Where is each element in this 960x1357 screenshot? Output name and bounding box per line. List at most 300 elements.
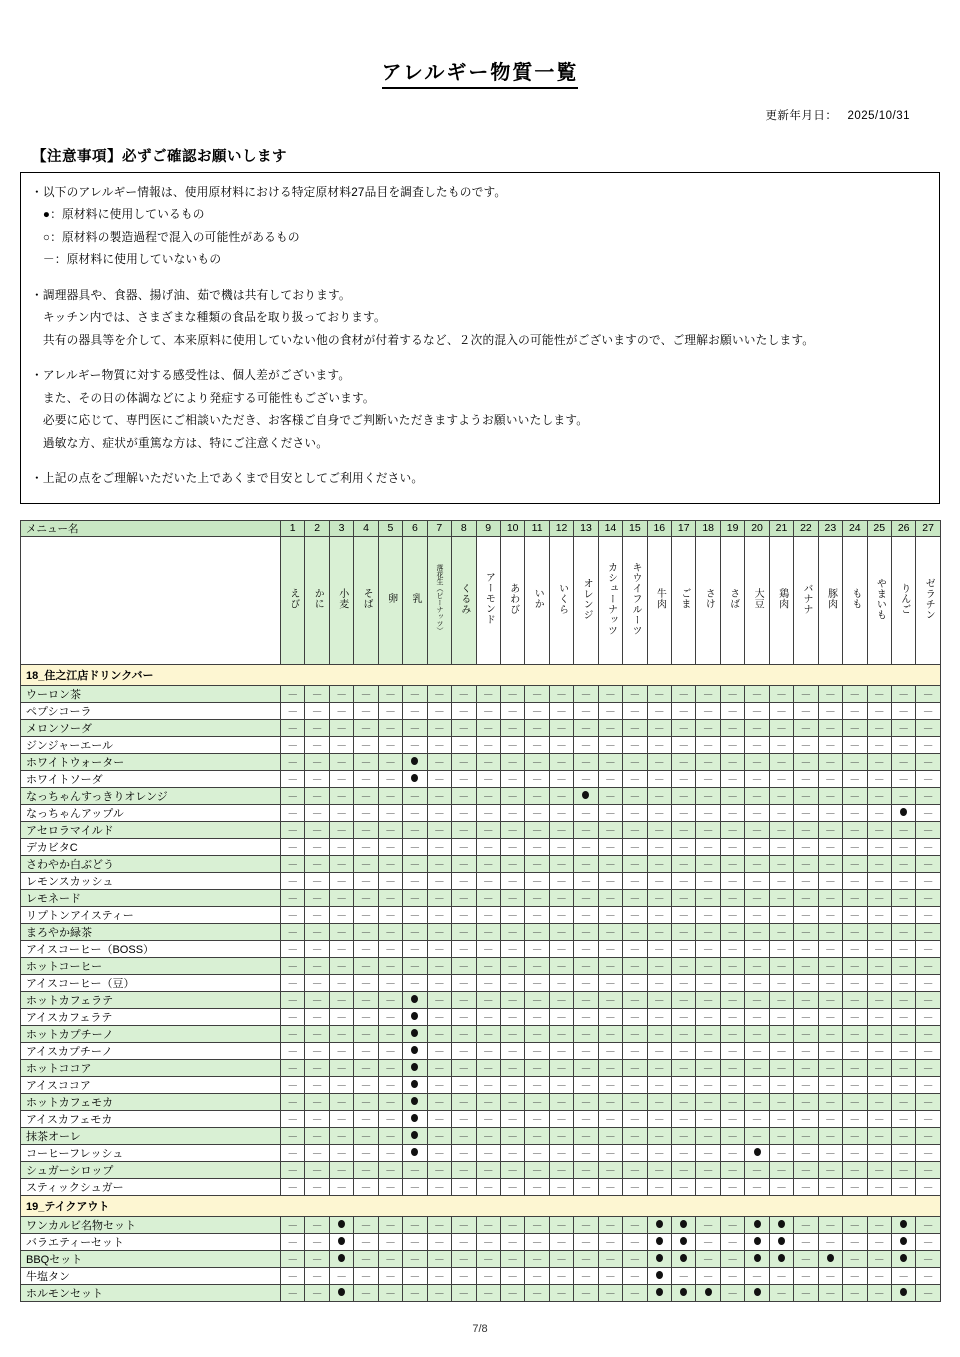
dash-icon: － <box>653 1113 665 1126</box>
allergen-absent-mark <box>452 1127 476 1144</box>
allergen-absent-mark <box>916 838 940 855</box>
dash-icon: － <box>824 943 836 956</box>
dash-icon: － <box>482 977 494 990</box>
dash-icon: － <box>751 1164 763 1177</box>
allergen-absent-mark <box>329 1267 353 1284</box>
dash-icon: － <box>727 1181 739 1194</box>
dash-icon: － <box>507 1062 519 1075</box>
dash-icon: － <box>556 943 568 956</box>
allergen-absent-mark <box>843 940 867 957</box>
dash-icon: － <box>898 756 910 769</box>
allergen-absent-mark <box>769 1127 793 1144</box>
allergen-absent-mark <box>647 685 671 702</box>
table-row <box>21 1161 941 1178</box>
dash-icon: － <box>433 705 445 718</box>
allergen-absent-mark <box>647 906 671 923</box>
filled-circle-icon <box>656 1220 663 1228</box>
dash-icon: － <box>507 756 519 769</box>
allergen-absent-mark <box>403 1178 427 1195</box>
allergen-absent-mark <box>745 1267 769 1284</box>
allergen-absent-mark <box>452 1025 476 1042</box>
dash-icon: － <box>409 943 421 956</box>
allergen-absent-mark <box>281 1025 305 1042</box>
allergen-absent-mark <box>574 685 598 702</box>
dash-icon: － <box>898 739 910 752</box>
allergen-absent-mark <box>354 923 378 940</box>
allergen-absent-mark <box>769 1144 793 1161</box>
dash-icon: － <box>849 807 861 820</box>
allergen-absent-mark <box>476 736 500 753</box>
menu-item-name: アイスココア <box>21 1076 281 1093</box>
dash-icon: － <box>360 926 372 939</box>
dash-icon: － <box>556 1164 568 1177</box>
menu-item-name: ペプシコーラ <box>21 702 281 719</box>
dash-icon: － <box>702 773 714 786</box>
allergen-absent-mark <box>843 1127 867 1144</box>
dash-icon: － <box>800 756 812 769</box>
dash-icon: － <box>727 688 739 701</box>
dash-icon: － <box>629 909 641 922</box>
dash-icon: － <box>580 739 592 752</box>
allergen-absent-mark <box>354 719 378 736</box>
allergen-absent-mark <box>574 821 598 838</box>
dash-icon: － <box>336 1011 348 1024</box>
allergen-absent-mark <box>867 1178 891 1195</box>
allergen-absent-mark <box>329 719 353 736</box>
dash-icon: － <box>898 773 910 786</box>
allergen-absent-mark <box>843 1216 867 1233</box>
dash-icon: － <box>580 858 592 871</box>
dash-icon: － <box>775 1113 787 1126</box>
allergen-absent-mark <box>647 1025 671 1042</box>
dash-icon: － <box>727 1236 739 1249</box>
dash-icon: － <box>580 841 592 854</box>
allergen-label: いくら <box>556 582 568 615</box>
dash-icon: － <box>556 1079 568 1092</box>
allergen-name-header <box>329 536 353 664</box>
updated-date <box>20 107 940 123</box>
allergen-absent-mark <box>843 923 867 940</box>
dash-icon: － <box>800 841 812 854</box>
dash-icon: － <box>433 977 445 990</box>
allergen-absent-mark <box>403 838 427 855</box>
allergen-absent-mark <box>891 906 915 923</box>
allergen-absent-mark <box>427 1216 451 1233</box>
allergen-absent-mark <box>745 889 769 906</box>
dash-icon: － <box>898 858 910 871</box>
allergen-absent-mark <box>378 957 402 974</box>
dash-icon: － <box>360 773 372 786</box>
dash-icon: － <box>360 892 372 905</box>
dash-icon: － <box>849 909 861 922</box>
dash-icon: － <box>336 1270 348 1283</box>
allergen-absent-mark <box>720 1144 744 1161</box>
dash-icon: － <box>751 722 763 735</box>
dash-icon: － <box>702 1270 714 1283</box>
allergen-absent-mark <box>329 1076 353 1093</box>
allergen-label: いか <box>532 588 544 610</box>
dash-icon: － <box>849 739 861 752</box>
dash-icon: － <box>287 1147 299 1160</box>
dash-icon: － <box>873 807 885 820</box>
dash-icon: － <box>409 1164 421 1177</box>
allergen-absent-mark <box>794 821 818 838</box>
allergen-absent-mark <box>403 821 427 838</box>
allergen-absent-mark <box>745 1161 769 1178</box>
allergen-absent-mark <box>720 1042 744 1059</box>
allergen-absent-mark <box>305 736 329 753</box>
dash-icon: － <box>458 807 470 820</box>
allergen-absent-mark <box>647 991 671 1008</box>
dash-icon: － <box>922 1028 934 1041</box>
dash-icon: － <box>556 892 568 905</box>
allergen-absent-mark <box>281 1144 305 1161</box>
allergen-number-header: 17 <box>672 520 696 536</box>
dash-icon: － <box>384 824 396 837</box>
allergen-absent-mark <box>354 1127 378 1144</box>
dash-icon: － <box>287 909 299 922</box>
allergen-absent-mark <box>281 1093 305 1110</box>
allergen-absent-mark <box>574 1042 598 1059</box>
dash-icon: － <box>849 1079 861 1092</box>
allergen-absent-mark <box>305 685 329 702</box>
allergen-absent-mark <box>427 872 451 889</box>
allergen-absent-mark <box>843 1093 867 1110</box>
allergen-absent-mark <box>427 1093 451 1110</box>
allergen-absent-mark <box>696 1161 720 1178</box>
allergen-absent-mark <box>574 1076 598 1093</box>
dash-icon: － <box>727 926 739 939</box>
dash-icon: － <box>629 926 641 939</box>
allergen-absent-mark <box>574 1059 598 1076</box>
dash-icon: － <box>482 875 494 888</box>
dash-icon: － <box>580 1130 592 1143</box>
dash-icon: － <box>409 688 421 701</box>
allergen-absent-mark <box>623 1233 647 1250</box>
allergen-absent-mark <box>281 753 305 770</box>
allergen-absent-mark <box>769 770 793 787</box>
allergen-absent-mark <box>672 1025 696 1042</box>
allergen-absent-mark <box>281 719 305 736</box>
allergen-absent-mark <box>623 736 647 753</box>
allergen-number-header: 1 <box>281 520 305 536</box>
dash-icon: － <box>678 1062 690 1075</box>
dash-icon: － <box>898 926 910 939</box>
dash-icon: － <box>482 943 494 956</box>
allergen-absent-mark <box>329 974 353 991</box>
filled-circle-icon <box>411 1029 418 1037</box>
menu-item-name: デカビタC <box>21 838 281 855</box>
dash-icon: － <box>702 1164 714 1177</box>
dash-icon: － <box>287 705 299 718</box>
allergen-absent-mark <box>916 1110 940 1127</box>
dash-icon: － <box>849 994 861 1007</box>
allergen-absent-mark <box>476 872 500 889</box>
allergen-absent-mark <box>818 804 842 821</box>
dash-icon: － <box>873 1045 885 1058</box>
dash-icon: － <box>458 1011 470 1024</box>
allergen-absent-mark <box>623 1076 647 1093</box>
allergen-absent-mark <box>476 821 500 838</box>
allergen-absent-mark <box>696 991 720 1008</box>
allergen-label: もも <box>849 588 861 610</box>
dash-icon: － <box>727 1287 739 1300</box>
dash-icon: － <box>336 773 348 786</box>
allergen-absent-mark <box>769 804 793 821</box>
dash-icon: － <box>360 960 372 973</box>
allergen-absent-mark <box>427 1284 451 1301</box>
dash-icon: － <box>336 1045 348 1058</box>
dash-icon: － <box>433 875 445 888</box>
allergen-absent-mark <box>696 838 720 855</box>
notice-spacer <box>31 352 929 365</box>
table-row <box>21 923 941 940</box>
dash-icon: － <box>287 1028 299 1041</box>
dash-icon: － <box>360 688 372 701</box>
dash-icon: － <box>653 1045 665 1058</box>
dash-icon: － <box>458 943 470 956</box>
dash-icon: － <box>800 1045 812 1058</box>
dash-icon: － <box>384 1062 396 1075</box>
allergen-present-mark <box>647 1284 671 1301</box>
allergen-absent-mark <box>720 940 744 957</box>
dash-icon: － <box>922 1287 934 1300</box>
dash-icon: － <box>287 1062 299 1075</box>
allergen-absent-mark <box>598 804 622 821</box>
dash-icon: － <box>629 1164 641 1177</box>
allergen-absent-mark <box>672 770 696 787</box>
dash-icon: － <box>311 1011 323 1024</box>
dash-icon: － <box>531 892 543 905</box>
dash-icon: － <box>507 807 519 820</box>
allergen-absent-mark <box>329 940 353 957</box>
allergen-absent-mark <box>867 685 891 702</box>
dash-icon: － <box>849 722 861 735</box>
allergen-absent-mark <box>329 1127 353 1144</box>
dash-icon: － <box>824 875 836 888</box>
allergen-absent-mark <box>354 1008 378 1025</box>
dash-icon: － <box>507 739 519 752</box>
filled-circle-icon <box>754 1220 761 1228</box>
allergen-absent-mark <box>305 1267 329 1284</box>
dash-icon: － <box>458 1028 470 1041</box>
allergen-absent-mark <box>329 702 353 719</box>
allergen-absent-mark <box>452 1284 476 1301</box>
allergen-absent-mark <box>427 838 451 855</box>
filled-circle-icon <box>411 1080 418 1088</box>
dash-icon: － <box>604 875 616 888</box>
dash-icon: － <box>531 790 543 803</box>
filled-circle-icon <box>754 1148 761 1156</box>
dash-icon: － <box>580 1062 592 1075</box>
allergen-absent-mark <box>623 1161 647 1178</box>
allergen-label: 落花生（ピーナッツ） <box>435 563 443 634</box>
dash-icon: － <box>360 875 372 888</box>
allergen-absent-mark <box>696 736 720 753</box>
allergen-absent-mark <box>867 1216 891 1233</box>
dash-icon: － <box>898 909 910 922</box>
allergen-absent-mark <box>549 923 573 940</box>
filled-circle-icon <box>680 1237 687 1245</box>
dash-icon: － <box>311 790 323 803</box>
dash-icon: － <box>336 1062 348 1075</box>
dash-icon: － <box>629 892 641 905</box>
allergen-absent-mark <box>476 1110 500 1127</box>
allergen-number-header: 6 <box>403 520 427 536</box>
allergen-number-header: 25 <box>867 520 891 536</box>
dash-icon: － <box>458 841 470 854</box>
allergen-absent-mark <box>476 1059 500 1076</box>
dash-icon: － <box>898 1096 910 1109</box>
dash-icon: － <box>458 1062 470 1075</box>
dash-icon: － <box>311 841 323 854</box>
allergen-absent-mark <box>281 1059 305 1076</box>
dash-icon: － <box>702 739 714 752</box>
allergen-absent-mark <box>794 1216 818 1233</box>
allergen-absent-mark <box>745 787 769 804</box>
dash-icon: － <box>531 1270 543 1283</box>
allergen-absent-mark <box>476 906 500 923</box>
dash-icon: － <box>922 824 934 837</box>
dash-icon: － <box>311 1253 323 1266</box>
allergen-absent-mark <box>818 1059 842 1076</box>
dash-icon: － <box>458 824 470 837</box>
table-row <box>21 957 941 974</box>
menu-item-name: ホットココア <box>21 1059 281 1076</box>
table-row <box>21 889 941 906</box>
dash-icon: － <box>482 790 494 803</box>
allergen-present-mark <box>745 1250 769 1267</box>
dash-icon: － <box>800 1079 812 1092</box>
allergen-name-header <box>623 536 647 664</box>
allergen-absent-mark <box>867 753 891 770</box>
allergen-absent-mark <box>329 1144 353 1161</box>
dash-icon: － <box>775 841 787 854</box>
dash-icon: － <box>507 705 519 718</box>
allergen-absent-mark <box>647 1042 671 1059</box>
dash-icon: － <box>556 1219 568 1232</box>
dash-icon: － <box>287 977 299 990</box>
dash-icon: － <box>653 960 665 973</box>
allergen-absent-mark <box>720 702 744 719</box>
dash-icon: － <box>311 1028 323 1041</box>
allergen-absent-mark <box>354 838 378 855</box>
dash-icon: － <box>775 892 787 905</box>
dash-icon: － <box>360 790 372 803</box>
dash-icon: － <box>775 977 787 990</box>
dash-icon: － <box>751 756 763 769</box>
allergen-absent-mark <box>598 1025 622 1042</box>
allergen-absent-mark <box>403 889 427 906</box>
dash-icon: － <box>849 875 861 888</box>
allergen-absent-mark <box>696 685 720 702</box>
table-row <box>21 702 941 719</box>
allergen-absent-mark <box>867 1076 891 1093</box>
dash-icon: － <box>360 1164 372 1177</box>
dash-icon: － <box>360 739 372 752</box>
allergen-absent-mark <box>403 736 427 753</box>
filled-circle-icon <box>900 1254 907 1262</box>
dash-icon: － <box>702 688 714 701</box>
allergen-absent-mark <box>500 940 524 957</box>
dash-icon: － <box>800 1028 812 1041</box>
allergen-absent-mark <box>867 923 891 940</box>
filled-circle-icon <box>778 1237 785 1245</box>
dash-icon: － <box>336 688 348 701</box>
allergen-absent-mark <box>745 974 769 991</box>
allergen-present-mark <box>647 1216 671 1233</box>
allergen-absent-mark <box>916 753 940 770</box>
menu-item-name: ワンカルビ名物セット <box>21 1216 281 1233</box>
dash-icon: － <box>751 705 763 718</box>
allergen-absent-mark <box>549 957 573 974</box>
allergen-absent-mark <box>500 821 524 838</box>
dash-icon: － <box>433 926 445 939</box>
dash-icon: － <box>629 977 641 990</box>
dash-icon: － <box>482 1253 494 1266</box>
dash-icon: － <box>287 1079 299 1092</box>
allergen-name-header <box>281 536 305 664</box>
allergen-absent-mark <box>500 719 524 736</box>
allergen-absent-mark <box>647 923 671 940</box>
allergen-absent-mark <box>623 838 647 855</box>
dash-icon: － <box>849 892 861 905</box>
allergen-absent-mark <box>891 1059 915 1076</box>
dash-icon: － <box>580 994 592 1007</box>
allergen-absent-mark <box>305 1076 329 1093</box>
dash-icon: － <box>311 892 323 905</box>
allergen-absent-mark <box>281 702 305 719</box>
dash-icon: － <box>898 892 910 905</box>
allergen-absent-mark <box>354 736 378 753</box>
dash-icon: － <box>556 722 568 735</box>
dash-icon: － <box>775 1045 787 1058</box>
allergen-absent-mark <box>769 838 793 855</box>
allergen-absent-mark <box>867 1042 891 1059</box>
dash-icon: － <box>458 1253 470 1266</box>
allergen-absent-mark <box>598 974 622 991</box>
allergen-absent-mark <box>720 1025 744 1042</box>
allergen-absent-mark <box>549 804 573 821</box>
dash-icon: － <box>433 1147 445 1160</box>
allergen-absent-mark <box>305 719 329 736</box>
allergen-absent-mark <box>452 1250 476 1267</box>
dash-icon: － <box>678 1181 690 1194</box>
dash-icon: － <box>873 1147 885 1160</box>
allergen-absent-mark <box>867 719 891 736</box>
dash-icon: － <box>678 858 690 871</box>
dash-icon: － <box>873 994 885 1007</box>
allergen-name-header <box>745 536 769 664</box>
allergen-absent-mark <box>500 736 524 753</box>
allergen-absent-mark <box>794 957 818 974</box>
allergen-absent-mark <box>647 804 671 821</box>
dash-icon: － <box>336 875 348 888</box>
dash-icon: － <box>873 1219 885 1232</box>
allergen-absent-mark <box>891 1144 915 1161</box>
allergen-absent-mark <box>843 719 867 736</box>
allergen-absent-mark <box>354 1093 378 1110</box>
table-row <box>21 838 941 855</box>
dash-icon: － <box>898 1045 910 1058</box>
dash-icon: － <box>751 1181 763 1194</box>
table-row <box>21 1178 941 1195</box>
dash-icon: － <box>507 1270 519 1283</box>
allergen-number-header: 10 <box>500 520 524 536</box>
allergen-absent-mark <box>867 1233 891 1250</box>
allergen-absent-mark <box>916 1076 940 1093</box>
filled-circle-icon <box>754 1288 761 1296</box>
